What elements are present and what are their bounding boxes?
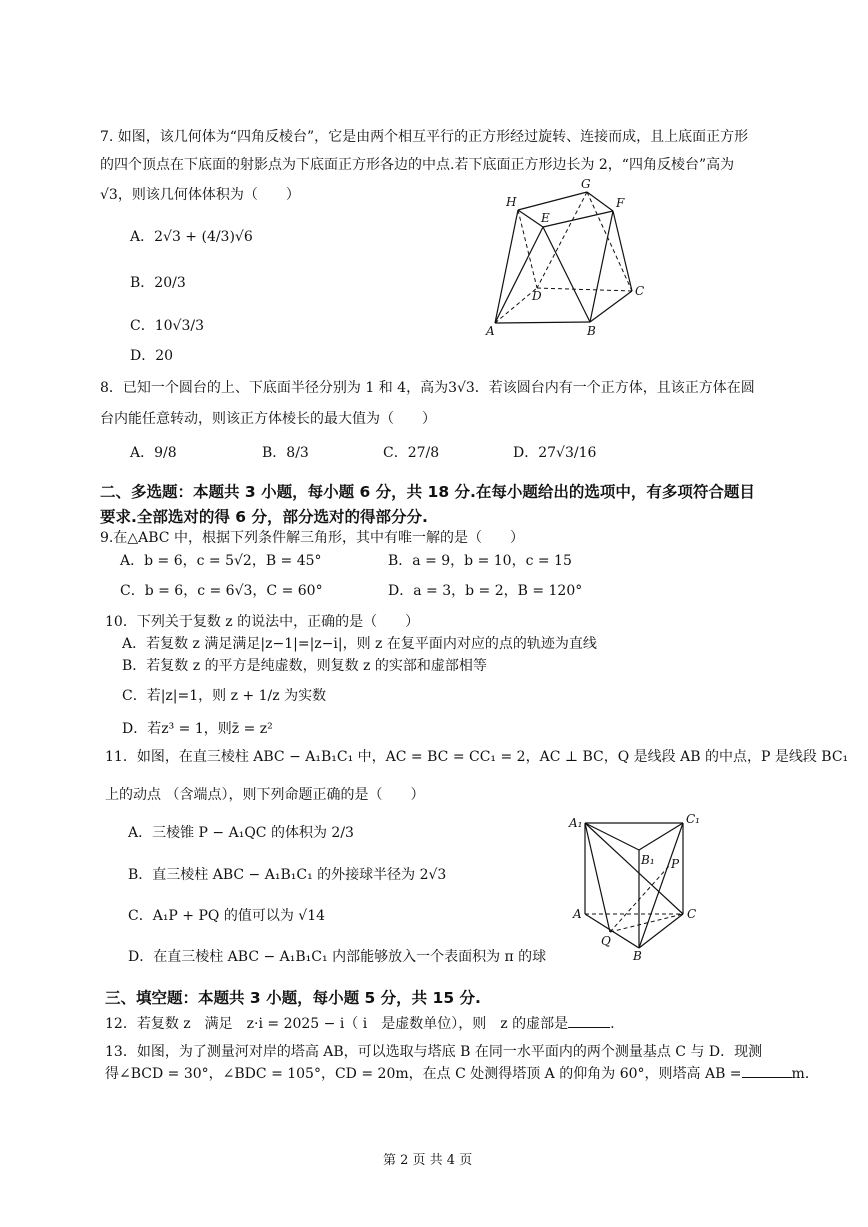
q11-line2: 上的动点 （含端点），则下列命题正确的是（ ）: [105, 787, 425, 803]
fig7-label-e: E: [541, 211, 550, 225]
fig11-label-a: A: [573, 907, 582, 921]
q8-option-a: A．9/8: [130, 445, 177, 461]
q8-line2: 台内能任意转动，则该正方体棱长的最大值为（ ）: [100, 411, 436, 427]
q9-option-a: A．b = 6，c = 5√2，B = 45°: [120, 553, 322, 569]
page-footer: 第 2 页 共 4 页: [383, 1153, 473, 1168]
q7-option-d: D．20: [130, 348, 174, 364]
fig11-label-b1: B₁: [641, 853, 655, 867]
q7-option-c: C．10√3/3: [130, 318, 204, 334]
q13-end: m．: [791, 1066, 819, 1082]
q12-answer-blank[interactable]: [568, 1015, 610, 1028]
q10-option-d: D．若z³ = 1，则z̄ = z²: [122, 721, 273, 737]
q7-antiprism-figure: [480, 175, 650, 340]
q12-line: [105, 1012, 615, 1036]
q11-line1: 11．如图，在直三棱柱 ABC − A₁B₁C₁ 中，AC = BC = CC₁ = 2，AC ⊥ BC，Q 是线段 AB 的中点，P 是线段 BC₁: [105, 749, 849, 765]
q11-option-c: C．A₁P + PQ 的值可以为 √14: [128, 908, 326, 924]
q13-line2-row: [105, 1062, 819, 1086]
q10-option-b: B．若复数 z 的平方是纯虚数，则复数 z 的实部和虚部相等: [122, 658, 487, 674]
q9-stem: 9.在△ABC 中，根据下列条件解三角形，其中有唯一解的是（ ）: [100, 530, 524, 546]
q7-line2: 的四个顶点在下底面的射影点为下底面正方形各边的中点.若下底面正方形边长为 2，“四角反棱台”高为: [100, 157, 735, 173]
q9-option-d: D．a = 3，b = 2，B = 120°: [388, 583, 583, 599]
fig7-label-f: F: [616, 196, 625, 210]
fig7-label-g: G: [581, 177, 591, 191]
section2-heading-line1: 二、多选题：本题共 3 小题，每小题 6 分，共 18 分.在每小题给出的选项中，有多项符合题目: [100, 483, 755, 501]
section2-heading-line2: 要求.全部选对的得 6 分，部分选对的得部分分.: [100, 508, 428, 526]
fig7-label-c: C: [635, 284, 645, 298]
q8-option-d: D．27√3/16: [513, 445, 597, 461]
q7-option-a: A．2√3 + (4/3)√6: [130, 229, 253, 245]
fig11-label-b: B: [633, 949, 642, 963]
q8-line1: 8．已知一个圆台的上、下底面半径分别为 1 和 4，高为3√3．若该圆台内有一个正方体，且该正方体在圆: [100, 380, 755, 396]
fig11-label-q: Q: [601, 934, 611, 948]
fig11-label-a1: A₁: [569, 816, 583, 830]
q7-line1: 7. 如图，该几何体为“四角反棱台”，它是由两个相互平行的正方形经过旋转、连接而成，且上底面正方形: [100, 129, 749, 145]
fig7-label-a: A: [486, 324, 495, 338]
q13-line1: 13．如图，为了测量河对岸的塔高 AB，可以选取与塔底 B 在同一水平面内的两个测量基点 C 与 D．现测: [105, 1044, 763, 1060]
q7-line3: √3，则该几何体体积为（ ）: [100, 187, 300, 203]
section3-heading: 三、填空题：本题共 3 小题，每小题 5 分，共 15 分.: [105, 989, 481, 1007]
q10-option-c: C．若|z|=1，则 z + 1/z 为实数: [122, 688, 327, 704]
fig7-label-d: D: [532, 289, 542, 303]
fig11-label-c: C: [687, 907, 697, 921]
q12-end: .: [610, 1016, 615, 1032]
q8-option-b: B．8/3: [262, 445, 309, 461]
q9-option-b: B．a = 9，b = 10，c = 15: [388, 553, 572, 569]
q13-answer-blank[interactable]: [742, 1065, 792, 1078]
q8-option-c: C．27/8: [383, 445, 440, 461]
fig7-label-h: H: [506, 195, 517, 209]
q10-option-a: A．若复数 z 满足满足|z−1|=|z−i|，则 z 在复平面内对应的点的轨迹为直线: [122, 636, 597, 652]
q11-option-d: D．在直三棱柱 ABC − A₁B₁C₁ 内部能够放入一个表面积为 π 的球: [128, 949, 547, 965]
q12-text: 12．若复数 z 满足 z·i = 2025 − i（ i 是虚数单位），则 z 的虚部是: [105, 1016, 569, 1032]
q11-prism-figure: [565, 808, 705, 963]
q11-option-b: B．直三棱柱 ABC − A₁B₁C₁ 的外接球半径为 2√3: [128, 867, 447, 883]
q9-option-c: C．b = 6，c = 6√3，C = 60°: [120, 583, 323, 599]
q10-stem: 10．下列关于复数 z 的说法中，正确的是（ ）: [105, 614, 420, 630]
fig11-label-c1: C₁: [686, 812, 700, 826]
fig11-label-p: P: [671, 857, 680, 871]
q7-option-b: B．20/3: [130, 275, 186, 291]
fig7-label-b: B: [587, 324, 596, 338]
q11-option-a: A．三棱锥 P − A₁QC 的体积为 2/3: [128, 825, 354, 841]
q13-line2: 得∠BCD = 30°，∠BDC = 105°，CD = 20m，在点 C 处测得塔顶 A 的仰角为 60°，则塔高 AB =: [105, 1066, 742, 1082]
